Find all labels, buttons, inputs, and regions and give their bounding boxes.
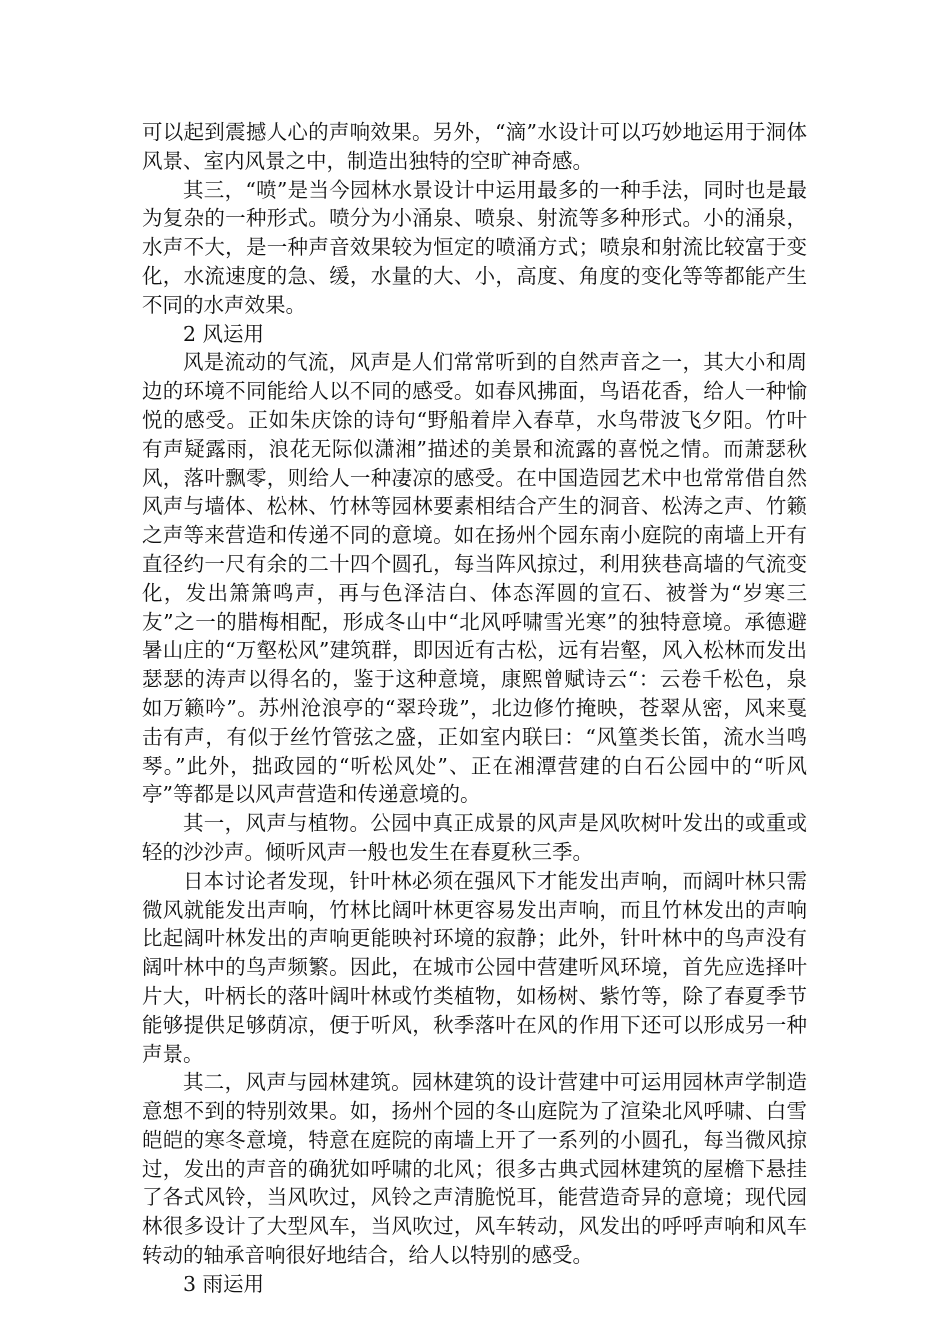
paragraph-wind-intro: 风是流动的气流，风声是人们常常听到的自然声音之一，其大小和周边的环境不同能给人以不同的感受。如春风拂面，鸟语花香，给人一种愉悦的感受。正如朱庆馀的诗句“野船着岸入春草，水鸟带波飞夕阳。竹叶有声疑露雨，浪花无际似潇湘”描述的美景和流露的喜悦之情。而萧瑟秋风，落叶飘零，则给人一种凄凉的感受。在中国造园艺术中也常常借自然风声与墙体、松林、竹林等园林要素相结合产生的洞音、松涛之声、竹籁之声等来营造和传递不同的意境。如在扬州个园东南小庭院的南墙上开有直径约一尺有余的二十四个圆孔，每当阵风掠过，利用狭巷高墙的气流变化，发出箫箫鸣声，再与色泽洁白、体态浑圆的宣石、被誉为“岁寒三友”之一的腊梅相配，形成冬山中“北风呼啸雪光寒”的独特意境。承德避暑山庄的“万壑松风”建筑群，即因近有古松，远有岩壑，风入松林而发出瑟瑟的涛声以得名的，鉴于这种意境，康熙曾赋诗云“：云卷千松色，泉如万籁吟”。苏州沧浪亭的“翠玲珑”，北边修竹掩映，苍翠从密，风来戛击有声，有似于丝竹管弦之盛，正如室内联曰：“风篁类长笛，流水当鸣琴。”此外，拙政园的“听松风处”、正在湘潭营建的白石公园中的“听风亭”等都是以风声营造和传递意境的。 <box>142 350 807 807</box>
paragraph-japanese-research: 日本讨论者发现，针叶林必须在强风下才能发出声响，而阔叶林只需微风就能发出声响，竹林比阔叶林更容易发出声响，而且竹林发出的声响比起阔叶林发出的声响更能映衬环境的寂静；此外，针叶林中的鸟声没有阔叶林中的鸟声频繁。因此，在城市公园中营建听风环境，首先应选择叶片大，叶柄长的落叶阔叶林或竹类植物，如杨树、紫竹等，除了春夏季节能够提供足够荫凉，便于听风，秋季落叶在风的作用下还可以形成另一种声景。 <box>142 868 807 1066</box>
paragraph-wind-plants: 其一，风声与植物。公园中真正成景的风声是风吹树叶发出的或重或轻的沙沙声。倾听风声一般也发生在春夏秋三季。 <box>142 811 807 864</box>
paragraph-spray: 其三，“喷”是当今园林水景设计中运用最多的一种手法，同时也是最为复杂的一种形式。喷分为小涌泉、喷泉、射流等多种形式。小的涌泉，水声不大，是一种声音效果较为恒定的喷涌方式；喷泉和射流比较富于变化，水流速度的急、缓，水量的大、小，高度、角度的变化等等都能产生不同的水声效果。 <box>142 177 807 317</box>
document-body <box>142 118 807 1299</box>
section-heading-wind: 2 风运用 <box>183 321 265 346</box>
paragraph-wind-architecture: 其二，风声与园林建筑。园林建筑的设计营建中可运用园林声学制造意想不到的特别效果。如，扬州个园的冬山庭院为了渲染北风呼啸、白雪皑皑的寒冬意境，特意在庭院的南墙上开了一系列的小圆孔，每当微风掠过，发出的声音的确犹如呼啸的北风；很多古典式园林建筑的屋檐下悬挂了各式风铃，当风吹过，风铃之声清脆悦耳，能营造奇异的意境；现代园林很多设计了大型风车，当风吹过，风车转动，风发出的呼呼声响和风车转动的轴承音响很好地结合，给人以特别的感受。 <box>142 1070 807 1268</box>
paragraph-continuation: 可以起到震撼人心的声响效果。另外，“滴”水设计可以巧妙地运用于洞体风景、室内风景之中，制造出独特的空旷神奇感。 <box>142 120 807 173</box>
section-heading-rain: 3 雨运用 <box>183 1271 265 1296</box>
